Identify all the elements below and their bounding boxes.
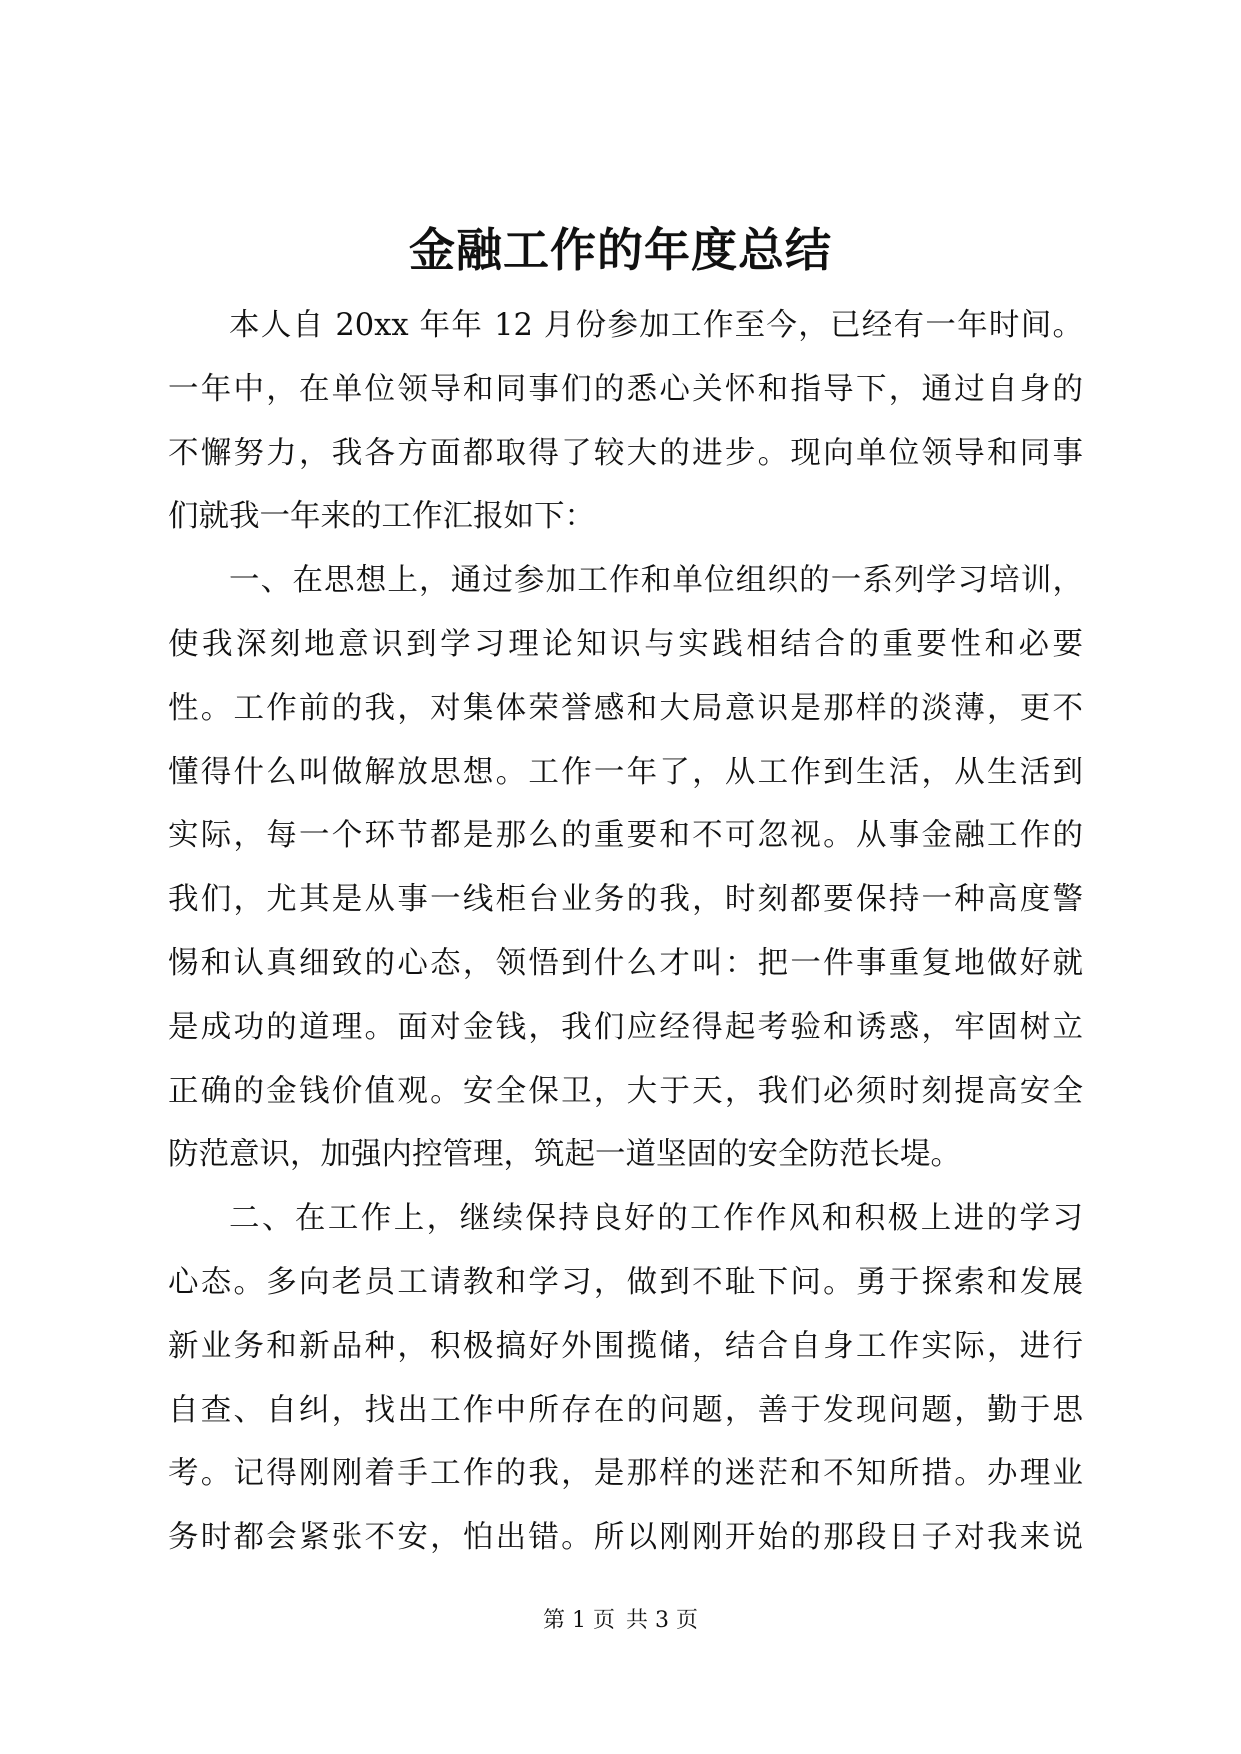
paragraph-line: 是成功的道理。面对金钱，我们应经得起考验和诱惑，牢固树立	[168, 1009, 1083, 1045]
paragraph-line: 心态。多向老员工请教和学习，做到不耻下问。勇于探索和发展	[168, 1264, 1083, 1300]
paragraph-line: 们就我一年来的工作汇报如下：	[168, 499, 595, 535]
paragraph-line: 正确的金钱价值观。安全保卫，大于天，我们必须时刻提高安全	[168, 1073, 1083, 1109]
paragraph-line: 一年中，在单位领导和同事们的悉心关怀和指导下，通过自身的	[168, 371, 1083, 407]
paragraph-line: 本人自 20xx 年年 12 月份参加工作至今，已经有一年时间。	[229, 308, 1083, 343]
paragraph-line: 二、在工作上，继续保持良好的工作作风和积极上进的学习	[229, 1201, 1083, 1237]
paragraph-line: 性。工作前的我，对集体荣誉感和大局意识是那样的淡薄，更不	[168, 690, 1083, 726]
page-number: 第 1 页	[543, 1608, 615, 1633]
paragraph-line: 使我深刻地意识到学习理论知识与实践相结合的重要性和必要	[168, 626, 1083, 662]
paragraph-line: 懂得什么叫做解放思想。工作一年了，从工作到生活，从生活到	[168, 754, 1083, 790]
paragraph-line: 一、在思想上，通过参加工作和单位组织的一系列学习培训，	[229, 563, 1083, 599]
paragraph-line: 我们，尤其是从事一线柜台业务的我，时刻都要保持一种高度警	[168, 882, 1083, 918]
paragraph-line: 务时都会紧张不安，怕出错。所以刚刚开始的那段日子对我来说	[168, 1520, 1083, 1556]
paragraph-line: 自查、自纠，找出工作中所存在的问题，善于发现问题，勤于思	[168, 1392, 1083, 1428]
paragraph-line: 惕和认真细致的心态，领悟到什么才叫：把一件事重复地做好就	[168, 945, 1083, 981]
document-body	[168, 294, 1083, 1570]
page-footer	[0, 1606, 1241, 1636]
paragraph-line: 不懈努力，我各方面都取得了较大的进步。现向单位领导和同事	[168, 435, 1083, 471]
page-total: 共 3 页	[626, 1608, 698, 1633]
paragraph-line: 新业务和新品种，积极搞好外围揽储，结合自身工作实际，进行	[168, 1328, 1083, 1364]
document-title: 金融工作的年度总结	[409, 223, 832, 277]
paragraph-line: 考。记得刚刚着手工作的我，是那样的迷茫和不知所措。办理业	[168, 1456, 1083, 1492]
paragraph-line: 实际，每一个环节都是那么的重要和不可忽视。从事金融工作的	[168, 818, 1083, 854]
paragraph-line: 防范意识，加强内控管理，筑起一道坚固的安全防范长堤。	[168, 1137, 961, 1173]
